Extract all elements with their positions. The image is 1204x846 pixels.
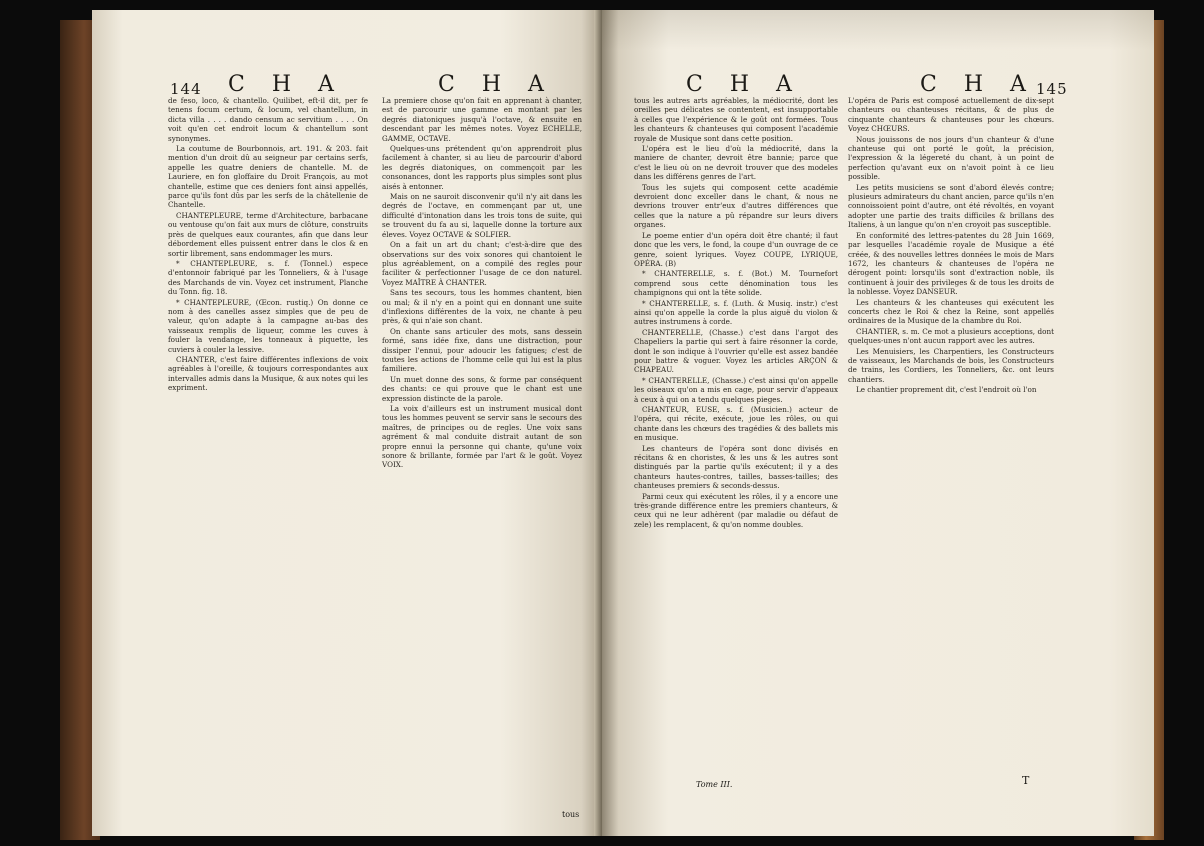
- right-page: [602, 10, 1154, 836]
- paragraph: * CHANTEPLEURE, s. f. (Tonnel.) espece d'entonnoir fabriqué par les Tonneliers, & à l'usage des Marchands de vin. Voyez cet instrument, Planche du Tonn. fig. 18.: [168, 258, 368, 297]
- right-page-volume-footer: Tome III.: [696, 780, 733, 789]
- paragraph: CHANTERELLE, (Chasse.) c'est dans l'argot des Chapeliers la partie qui sert à faire résonner la corde, dont le son indique à l'ouvrier qu'elle est assez bandée pour battre & voguer. Voyez les articles ARÇON & CHAPEAU.: [634, 327, 838, 375]
- right-page-number: 145: [1036, 80, 1068, 98]
- left-page-catchword: tous: [562, 810, 580, 819]
- right-page-column-2: [848, 96, 1054, 396]
- paragraph: Le chantier proprement dit, c'est l'endroit où l'on: [856, 385, 1037, 395]
- paragraph: Un muet donne des sons, & forme par conséquent des chants: ce qui prouve que le chant est une expression distincte de la parole.: [382, 374, 582, 403]
- paragraph: On a fait un art du chant; c'est-à-dire que des observations sur des voix sonores qui chantoient le plus agréablement, on a compilé des regles pour faciliter & perfectionner l'usage de ce don naturel. Voyez MAÎTRE À CHANTER.: [382, 240, 582, 287]
- left-page-headword-1: C H A: [228, 72, 344, 97]
- paragraph: Le poeme entier d'un opéra doit être chanté; il faut donc que les vers, le fond, la coupe d'un ouvrage de ce genre, soient lyriques. Voyez COUPE, LYRIQUE, OPÉRA. (B): [634, 230, 838, 268]
- paragraph: * CHANTERELLE, (Chasse.) c'est ainsi qu'on appelle les oiseaux qu'on a mis en cage, pour servir d'appeaux à ceux à qui on a tendu quelques pieges.: [634, 375, 838, 404]
- paragraph: * CHANTEPLEURE, (Œcon. rustiq.) On donne ce nom à des canelles assez simples que de peu de valeur, qu'on adapte à la campagne au-bas des vaisseaux remplis de liqueur, comme les cuves à fouler la vendange, les tonneaux à piquette, les cuviers à couler la lessive.: [168, 297, 368, 354]
- paragraph: La premiere chose qu'on fait en apprenant à chanter, est de parcourir une gamme en montant par les degrés diatoniques jusqu'à l'octave, & ensuite en descendant par les mêmes notes. Voyez ECHELLE, GAMME, OCTAVE.: [382, 96, 582, 143]
- right-page-headword-1: C H A: [686, 72, 802, 97]
- paragraph: Sans tes secours, tous les hommes chantent, bien ou mal; & il n'y en a point qui en donnant une suite d'inflexions différentes de la voix, ne chante à peu près, & qui n'aie son chant.: [382, 288, 582, 326]
- paragraph: tous les autres arts agréables, la médiocrité, dont les oreilles peu délicates se contentent, est insupportable à celles que l'expérience & le goût ont formées. Tous les chanteurs & chanteuses qui composent l'académie royale de Musique sont dans cette position.: [634, 96, 838, 143]
- left-page: [92, 10, 602, 836]
- paragraph: CHANTIER, s. m. Ce mot a plusieurs acceptions, dont quelques-unes n'ont aucun rapport avec les autres.: [848, 326, 1054, 346]
- left-page-number: 144: [170, 80, 202, 98]
- page-shadow: [602, 10, 1154, 50]
- paragraph: CHANTER, c'est faire différentes inflexions de voix agréables à l'oreille, & toujours correspondantes aux intervalles admis dans la Musique, & aux notes qui les expriment.: [168, 354, 368, 393]
- left-page-column-1: [168, 96, 368, 394]
- paragraph: CHANTEPLEURE, terme d'Architecture, barbacane ou ventouse qu'on fait aux murs de clôture, construits près de quelques eaux courantes, afin que dans leur débordement elles puissent entrer dans le clos & en sortir librement, sans endommager les murs.: [168, 210, 368, 258]
- paragraph: CHANTEUR, EUSE, s. f. (Musicien.) acteur de l'opéra, qui récite, exécute, joue les rôles, ou qui chante dans les chœurs des tragédies & des ballets mis en musique.: [634, 405, 838, 443]
- paragraph: Les petits musiciens se sont d'abord élevés contre; plusieurs admirateurs du chant ancien, parce qu'ils n'en connoissoient point d'autre, ont été révoltés, en voyant adopter une partie des traits difficiles & brillans des Italiens, à un langue qu'on n'en croyoit pas susceptible.: [848, 182, 1054, 230]
- paragraph: Les Menuisiers, les Charpentiers, les Constructeurs de vaisseaux, les Marchands de bois, les Constructeurs de trains, les Cordiers, les Tonneliers, &c. ont leurs chantiers.: [848, 346, 1054, 384]
- right-page-signature-mark: T: [1022, 774, 1030, 787]
- left-page-headword-2: C H A: [438, 72, 554, 97]
- paragraph: * CHANTERELLE, s. f. (Bot.) M. Tournefort comprend sous cette dénomination tous les champignons qui ont la tête solide.: [634, 269, 838, 298]
- paragraph: On chante sans articuler des mots, sans dessein formé, sans idée fixe, dans une distraction, pour dissiper l'ennui, pour adoucir les fatigues; c'est de toutes les actions de l'homme celle qui lui est la plus familiere.: [382, 326, 582, 374]
- paragraph: Mais on ne sauroit disconvenir qu'il n'y ait dans les degrés de l'octave, en commençant par ut, une difficulté d'intonation dans les trois tons de suite, qui se trouvent du fa au si, laquelle donne la torture aux éleves. Voyez OCTAVE & SOLFIER.: [382, 192, 582, 239]
- paragraph: Tous les sujets qui composent cette académie devroient donc exceller dans le chant, & nous ne devrions trouver entr'eux d'autres différences que celles que la nature a pû répandre sur leurs divers organes.: [634, 182, 838, 230]
- left-page-column-2: [382, 96, 582, 471]
- paragraph: de feso, loco, & chantello. Quilibet, eft-il dit, per fe tenens focum certum, & locum, vel chantellum, in dicta villa . . . . dando censum ac servitium . . . . On voit qu'en cet endroit locum & chantellum sont synonymes.: [168, 96, 368, 143]
- paragraph: Parmi ceux qui exécutent les rôles, il y a encore une très-grande différence entre les premiers chanteurs, & ceux qui ne leur adhèrent (par maladie ou défaut de zele) les remplacent, & qu'on nomme doubles.: [634, 491, 838, 529]
- paragraph: L'opéra de Paris est composé actuellement de dix-sept chanteurs ou chanteuses récitans, & de plus de cinquante chanteurs & chanteuses pour les chœurs. Voyez CHŒURS.: [848, 96, 1054, 134]
- paragraph: Les chanteurs de l'opéra sont donc divisés en récitans & en choristes, & les uns & les autres sont distingués par la partie qu'ils exécutent; il y a des chanteurs hautes-contres, tailles, basses-tailles; des chanteuses premiers & seconds-dessus.: [634, 443, 838, 491]
- paragraph: Les chanteurs & les chanteuses qui exécutent les concerts chez le Roi & chez la Reine, sont appellés ordinaires de la Musique de la chambre du Roi.: [848, 297, 1054, 326]
- paragraph: En conformité des lettres-patentes du 28 Juin 1669, par lesquelles l'académie royale de Musique a été créée, & des nouvelles lettres données le mois de Mars 1672, les chanteurs & chanteuses de l'opéra ne dérogent point: lorsqu'ils sont d'extraction noble, ils continuent à jouir des privileges & de tous les droits de la noblesse. Voyez DANSEUR.: [848, 230, 1054, 297]
- paragraph: L'opéra est le lieu d'où la médiocrité, dans la maniere de chanter, devroit être bannie; parce que c'est le lieu où on ne devroit trouver que des modeles dans les différens genres de l'art.: [634, 144, 838, 182]
- paragraph: La coutume de Bourbonnois, art. 191. & 203. fait mention d'un droit dû au seigneur par certains serfs, appelle les quatre deniers de chantelle. M. de Lauriere, en fon gloffaire du Droit François, au mot chantelle, estime que ces deniers font ainsi appellés, parce qu'ils font dûs par les serfs de la châtellenie de Chantelle.: [168, 144, 368, 210]
- paragraph: Quelques-uns prétendent qu'on apprendroit plus facilement à chanter, si au lieu de parcourir d'abord les degrés diatoniques, on commençoit par les consonances, dont les rapports plus simples sont plus aisés à entonner.: [382, 144, 582, 191]
- right-page-headword-2: C H A: [920, 72, 1036, 97]
- paragraph: Nous jouissons de nos jours d'un chanteur & d'une chanteuse qui ont porté le goût, la précision, l'expression & la légereté du chant, à un point de perfection qu'avant eux on n'avoit point à ce lieu possible.: [848, 134, 1054, 182]
- paragraph: * CHANTERELLE, s. f. (Luth. & Musiq. instr.) c'est ainsi qu'on appelle la corde la plus aiguë du violon & autres instrumens à corde.: [634, 298, 838, 327]
- paragraph: La voix d'ailleurs est un instrument musical dont tous les hommes peuvent se servir sans le secours des maîtres, de principes ou de regles. Une voix sans agrément & mal conduite distrait autant de son propre ennui la personne qui chante, qu'une voix sonore & brillante, formée par l'art & le goût. Voyez VOIX.: [382, 404, 582, 470]
- right-page-column-1: [634, 96, 838, 530]
